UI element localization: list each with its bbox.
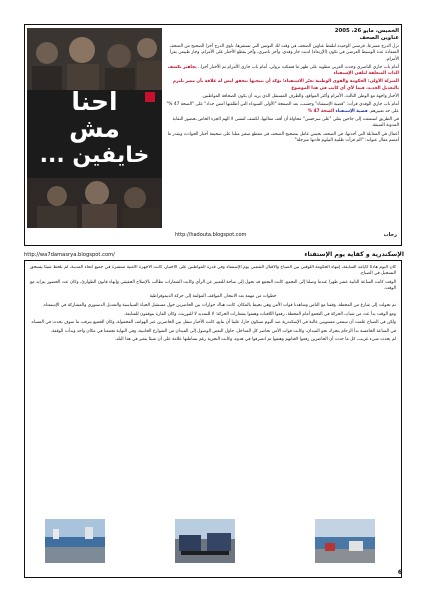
poster-title-line-1: احنا xyxy=(71,87,118,116)
page-number: 6 xyxy=(397,569,402,576)
poster-title xyxy=(27,88,162,169)
poster-title-line-3: خايفين ... xyxy=(39,143,150,168)
article-dateline: الخميس، مايو 26، 2005 xyxy=(334,28,399,34)
cite-phrase: قضية الإستفتاء xyxy=(335,108,368,114)
bottom-article-box xyxy=(24,260,402,578)
article-paragraph xyxy=(166,102,399,115)
article-paragraph xyxy=(166,65,399,78)
article-paragraph: الأخبار واجهة مع الوطن الثالث، الأمرام وأكثر المواقع، والطرف المستقل الذي يريد أن يكون الصحافة المواطنين. xyxy=(201,94,399,100)
article-paragraph: في الساعة الخامسة بدأ الزحام يتحرك نحو الميدان، وكانت قوات الأمن تحاصر كل المداخل، حاول البعض الوصول إلى الميدان من الشوارع الجانبية، وفي النهاية تجمعنا في مكان واحد وبدأت الوقفة. xyxy=(50,328,396,334)
section-title: الإسكندرية و كفاية يوم الإستفتاء xyxy=(304,251,404,258)
cite-percent: الصحة 47 % xyxy=(307,108,335,114)
article-paragraph: خطوات من مهمة بعد الانتحار، المواقف المؤلمة إلى حركة الديموقراطية xyxy=(149,294,277,300)
section-blog-link[interactable]: http://wa7damasrya.blogspot.com/ xyxy=(24,252,115,258)
page xyxy=(24,24,404,582)
poster-title-line-2: مش xyxy=(69,114,120,143)
bottom-article-text xyxy=(30,265,396,511)
photo-police-trucks xyxy=(175,519,235,563)
article-paragraph: لم يحدث شيء غريب، كل ما حدث أن الحاضرين رفعوا لافتاتهم وهتفوا ثم انصرفوا في هدوء، وكانت التجربة رغم بساطتها علامة على أن شيئا يتغير في هذا البلد. xyxy=(114,337,396,343)
photo-street xyxy=(315,519,375,563)
article-paragraph: ثم تحولت إلى شارع من المحطة، وقفنا مع الناس وشاهدنا قوات الأمن وهي تحيط بالمكان، كانت هناك حوارات بين الحاضرين حول مستقبل الحياة السياسية والتعديل الدستوري والمشاركة في الإستفتاء. xyxy=(42,302,396,308)
article-paragraph: أعمال في المقابلة التي أحدثها، في الصحف بحبس عامل بتصحيح الصحف فى مقطع صغير متلبا على صحيفة أخبار الحوادث وبقدر ما أمضم مقال عنوانه: "الم قرأت طلبية التيلوم قادتها مترجلة" xyxy=(167,131,399,143)
poster-image xyxy=(27,28,162,228)
highlight-note: المنزلة الأولى: الحكومة والقوى الوطنية تعبّر الاستفتاء؛ تؤكد أن نتيجتها تتحقق ليس له علاقة بأن مصر تلتزم بالتعديل الجديد، فيما لأي أي كاتب في هذا الموضوع xyxy=(172,79,399,91)
highlight-quote: يجاهير تكشف الذات المتعلقة لتلقي الإستفتاء xyxy=(167,64,399,77)
article-paragraph: الوقت كانت الساعة الثانية عشر ظهرا عندما وصلنا إلى التجمع، كانت التجمع قد تحول إلى ساحة للتعبير عن الرأي وكانت الشعارات تطالب بالإصلاح الحقيقي وإنهاء قانون الطوارئ، وكان عدد الحضور يتزايد مع الوقت. xyxy=(30,279,396,291)
article-author: رحاب xyxy=(383,232,397,238)
top-article-text xyxy=(166,28,399,243)
article-paragraph: في الطريق استمعت إلى جاحين بقلي "على سرحسن" محاولة أن أقف معاليها، لكشف لقشي لا الهم الجزء الخاص بحضور النقابة المدونة السبقة. xyxy=(172,116,399,129)
article-kicker: عناوين الصحف xyxy=(359,35,399,41)
article-paragraph: كان اليوم هادئا كأيامه السابقة، إنتهاء الحكومة اللوقتي بين الصباح والاقبال الشعبي يوم الإستفتاء وفي قدرة المواطنين على الاختيار، كانت الأجهزة الأمنية منتشرة في جميع أنحاء المدينة، لم نلحظ شيئا يستحق التسجيل في الصباح. xyxy=(30,265,396,277)
article-paragraph-text: أمام باب جاري الوفدي قرأت: "قضية الإستفتاء" وحسب، بعد الصفحة "الأولى السوداء التي أطلقتها أمس حداد" على "الصحة 47 %" على حد تعبيرهم. xyxy=(166,102,399,114)
article-paragraph: ومع الوقت بدأ عدد من شباب الحركة في التجمع أمام المحطة، رفعوا اللافتات وهتفوا بشعارات الحركة: لا للتمديد لا للتوريث، وكان المارة يتوقفون للمتابعة. xyxy=(123,311,396,317)
top-article-box xyxy=(24,24,402,246)
blog-link[interactable]: http://hadouta.blogspot.com xyxy=(175,232,247,238)
photo-corniche xyxy=(45,519,105,563)
article-paragraph-text: أمام باب جاري الناصري وجدت العربي مطويه على ظهر ما فتمكت نزولي، أمام باب جاري الأمرام ثم الأخبار آخرا.. xyxy=(198,64,399,70)
article-paragraph: ولكن في الصباح علمت أن سمعي مستويين عالية في الإسكندرية ضد أليوم سيكون حارا، علينا أن نتابع، كانت الأخبار تنتقل بين الحاضرين عبر الهواتف المحمولة، وكان الجميع يترقب ما سوف يحدث في المساء. xyxy=(30,320,396,326)
article-paragraph: تزل الدرج مسرعا، قرصني الوحيدة لتلقط عناوين الصحف في وقت لك النوتس التي تستقرها، تاوي الدرج آخرا الصحيح من الصحف المتفادة عدة الوسيط العرضي في تكون (الإربعاء) لديت جار وقدي، وآخر ناصري، وآخر يقطع الأخبار على الأمرام، وجار طبيعي يقرأ الأمرام. xyxy=(169,44,399,62)
